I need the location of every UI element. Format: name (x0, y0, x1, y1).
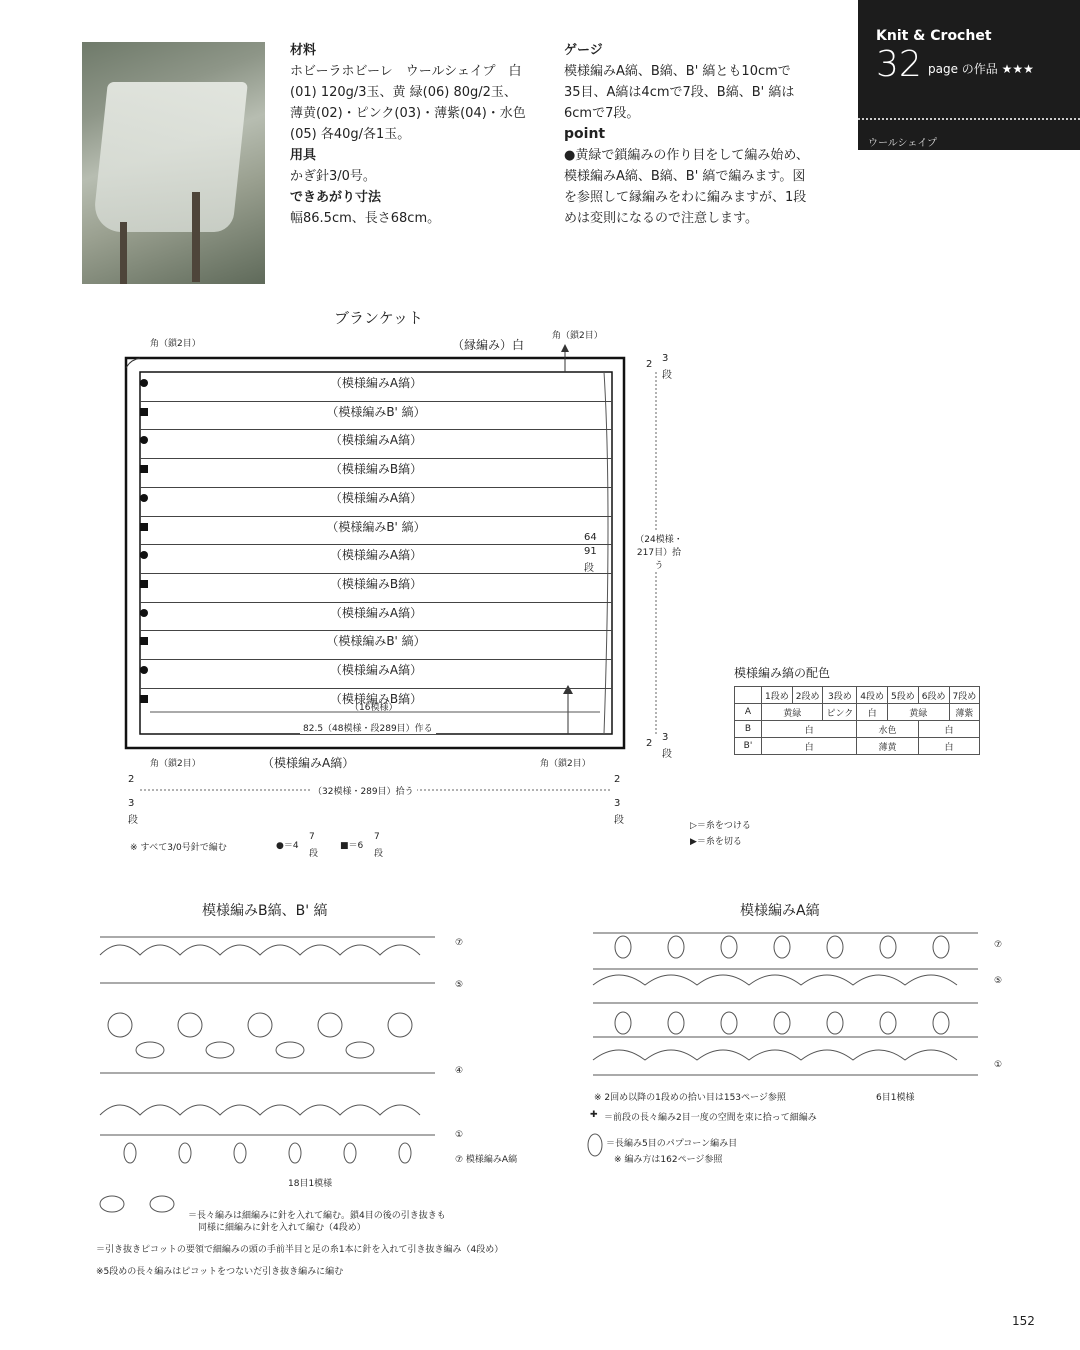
chart-b-note: ＝長々編みは細編みに針を入れて編む。鎖4目の後の引き抜きも (188, 1211, 446, 1221)
gauge-line: 35目、A縞は4cmで7段、B縞、B' 縞は (564, 85, 795, 100)
corner-label: 角（鎖2目） (150, 339, 201, 349)
point-line: を参照して縁編みをわに編みますが、1段 (564, 190, 807, 205)
materials-line: (05) 各40g/各1玉。 (290, 127, 411, 142)
row-name: B (735, 721, 762, 738)
materials-line: ホビーラホビーレ ウールシェイプ 白 (290, 64, 522, 79)
color-cell: ピンク (823, 704, 857, 721)
side-rows-64: 64 (584, 532, 597, 543)
chart-a-note: ※ 2回め以降の1段めの拾い目は153ページ参照 (594, 1093, 786, 1103)
square-marker-icon (140, 523, 148, 531)
all-needle-note: ※ すべて3/0号針で編む (130, 843, 227, 853)
chart-a-diagram (578, 925, 998, 1085)
color-cell: 薄黄 (857, 738, 918, 755)
stripe-label: （模様編みB縞） (329, 691, 423, 706)
circle-marker-icon (140, 666, 148, 674)
bottom-edge-three: 3 (662, 732, 669, 743)
header-cell (735, 687, 762, 704)
color-table-row (735, 721, 980, 738)
header-cell: 2段め (792, 687, 823, 704)
right-edge-two: 2 (614, 774, 621, 785)
top-edge-two: 2 (646, 359, 653, 370)
chart-a-row-mark: ⑦ (994, 940, 1003, 950)
stripe-divider (140, 487, 612, 488)
header-cell: 1段め (762, 687, 793, 704)
page-number: 152 (1012, 1314, 1035, 1328)
square-marker-icon (140, 637, 148, 645)
corner-arrowhead (561, 344, 569, 352)
side-rows-91: 91 (584, 546, 597, 557)
chart-a-title: 模様編みA縞 (740, 903, 820, 919)
square-marker-dan: 段 (374, 849, 384, 859)
color-table-row (735, 704, 980, 721)
chart-b-note: 同様に細編みに針を入れて編む（4段め） (198, 1223, 366, 1233)
plus-stitch-icon: ✚ (590, 1110, 598, 1120)
left-edge-three: 3 (128, 798, 135, 809)
color-cell: 水色 (857, 721, 918, 738)
left-edge-two: 2 (128, 774, 135, 785)
bottom-start-label: 82.5（48模様・段289目）作る (300, 721, 436, 734)
row-name: A (735, 704, 762, 721)
bottom-pattern-label: （模様編みA縞） (262, 756, 355, 770)
stripe-divider (140, 544, 612, 545)
color-cell: 白 (762, 738, 857, 755)
side-rows-dan: 段 (584, 563, 594, 574)
stripe-divider (140, 659, 612, 660)
chart-b-row-mark: ④ (455, 1066, 464, 1076)
tools-text: かぎ針3/0号。 (290, 169, 376, 184)
edge-label: （縁編み）白 (452, 338, 525, 352)
color-cell: 薄紫 (949, 704, 980, 721)
chart-b-row-mark: ⑤ (455, 980, 464, 990)
gauge-heading: ゲージ (564, 43, 603, 58)
square-marker-seven: 7 (374, 832, 380, 842)
brand-label: Knit & Crochet (876, 28, 992, 44)
chart-b-row-mark: ⑦ (455, 938, 464, 948)
square-marker-icon (140, 695, 148, 703)
right-pickup-label: （24模様・217目）拾う (634, 532, 684, 571)
page-rating: page の作品 ★★★ (928, 62, 1034, 76)
row-name: B' (735, 738, 762, 755)
header-cell: 7段め (949, 687, 980, 704)
chart-b-repeat: 18目1模様 (288, 1179, 333, 1189)
chart-a-row-mark: ① (994, 1060, 1003, 1070)
square-marker-icon (140, 465, 148, 473)
bottom-pickup-label: （32模様・289目）拾う (310, 784, 417, 797)
circle-marker-icon (140, 609, 148, 617)
stripe-divider (140, 429, 612, 430)
color-cell: 白 (762, 721, 857, 738)
circle-marker-legend: ●＝4 (276, 841, 299, 851)
circle-marker-icon (140, 379, 148, 387)
stripe-label: （模様編みA縞） (329, 376, 423, 390)
yarn-name: ウールシェイプ (868, 138, 938, 149)
chart-b-row-mark: ① (455, 1130, 464, 1140)
header-cell: 4段め (857, 687, 888, 704)
color-cell: 白 (918, 721, 979, 738)
chart-a-note: ＝長編み5目のパプコーン編み目 (606, 1139, 738, 1149)
right-edge-dan: 段 (614, 815, 624, 826)
stripe-label: （模様編みB縞） (329, 462, 423, 477)
corner-curve (126, 358, 140, 368)
bottom-edge-dan: 段 (662, 749, 672, 760)
header-cell: 6段め (918, 687, 949, 704)
stripe-label: （模様編みB' 縞） (326, 519, 426, 534)
long-treble-symbol-icon (92, 1184, 192, 1228)
right-edge-three: 3 (614, 798, 621, 809)
gauge-line: 模様編みA縞、B縞、B' 縞とも10cmで (564, 64, 791, 79)
stripe-divider (140, 630, 612, 631)
stripe-label: （模様編みA縞） (329, 663, 423, 677)
bottom-edge-two: 2 (646, 738, 653, 749)
chart-b-note: ※5段めの長々編みはピコットをつないだ引き抜き編みに編む (96, 1267, 344, 1277)
materials-line: 薄黄(02)・ピンク(03)・薄紫(04)・水色 (290, 106, 526, 121)
point-line: めは変則になるので注意します。 (564, 211, 758, 226)
pattern-number: 32 (876, 44, 922, 85)
stripe-label: （模様編みA縞） (329, 605, 423, 620)
corner-label: 角（鎖2目） (552, 331, 603, 341)
stripe-divider (140, 458, 612, 459)
color-table-title: 模様編み縞の配色 (734, 666, 831, 680)
blanket-title: ブランケット (334, 309, 423, 327)
stripe-label: （模様編みB' 縞） (326, 404, 426, 419)
stripe-divider (140, 602, 612, 603)
chart-b-diagram (90, 925, 470, 1175)
left-edge-dan: 段 (128, 815, 138, 826)
square-marker-legend: ■＝6 (340, 841, 364, 851)
circle-marker-dan: 段 (309, 849, 319, 859)
gauge-line: 6cmで7段。 (564, 106, 640, 121)
chart-a-repeat: 6目1模様 (876, 1093, 915, 1103)
header-cell: 5段め (888, 687, 919, 704)
stripe-label: （模様編みA縞） (329, 433, 423, 448)
point-heading: point (564, 126, 606, 142)
stripe-label: （模様編みA縞） (329, 490, 423, 505)
color-cell: 黄緑 (762, 704, 823, 721)
chart-b-note: ＝引き抜きピコットの要領で細編みの頭の手前半目と足の糸1本に針を入れて引き抜き編み（4段め） (96, 1245, 504, 1255)
cut-yarn-legend: ▶＝糸を切る (690, 837, 742, 847)
chart-a-row-mark: ⑤ (994, 976, 1003, 986)
stripe-label: （模様編みB' 縞） (326, 634, 426, 649)
point-line: 模様編みA縞、B縞、B' 縞で編みます。図 (564, 169, 806, 184)
chart-a-note: ＝前段の長々編み2目一度の空間を束に拾って細編み (604, 1113, 817, 1123)
square-marker-icon (140, 580, 148, 588)
circle-marker-seven: 7 (309, 832, 315, 842)
size-heading: できあがり寸法 (290, 190, 382, 205)
square-marker-icon (140, 408, 148, 416)
attach-yarn-legend: ▷＝糸をつける (690, 821, 751, 831)
sixteen-label: （16模様） (350, 703, 398, 713)
color-cell: 白 (918, 738, 979, 755)
stripe-divider (140, 401, 612, 402)
circle-marker-icon (140, 494, 148, 502)
top-edge-three: 3 (662, 353, 669, 364)
color-table-row (735, 738, 980, 755)
stripe-label: （模様編みA縞） (329, 548, 423, 563)
corner-label: 角（鎖2目） (150, 759, 201, 769)
chart-b-title: 模様編みB縞、B' 縞 (202, 903, 328, 919)
stripe-divider (140, 573, 612, 574)
color-cell: 白 (857, 704, 888, 721)
color-table (734, 686, 980, 755)
corner-label: 角（鎖2目） (540, 759, 591, 769)
color-cell: 黄緑 (888, 704, 949, 721)
top-edge-dan: 段 (662, 370, 672, 381)
materials-line: (01) 120g/3玉、黄 緑(06) 80g/2玉、 (290, 85, 517, 100)
stripe-divider (140, 688, 612, 689)
tools-heading: 用具 (290, 148, 317, 163)
popcorn-stitch-icon (586, 1132, 604, 1160)
chart-a-note: ※ 編み方は162ページ参照 (614, 1155, 723, 1165)
header-cell: 3段め (823, 687, 857, 704)
stripe-divider (140, 516, 612, 517)
size-text: 幅86.5cm、長さ68cm。 (290, 211, 441, 226)
stripe-label: （模様編みB縞） (329, 576, 423, 591)
point-line: ●黄緑で鎖編みの作り目をして編み始め、 (564, 148, 809, 163)
color-table-header-row (735, 687, 980, 704)
chart-b-link-a: ⑦ 模様編みA縞 (455, 1155, 518, 1165)
materials-heading: 材料 (290, 43, 317, 58)
